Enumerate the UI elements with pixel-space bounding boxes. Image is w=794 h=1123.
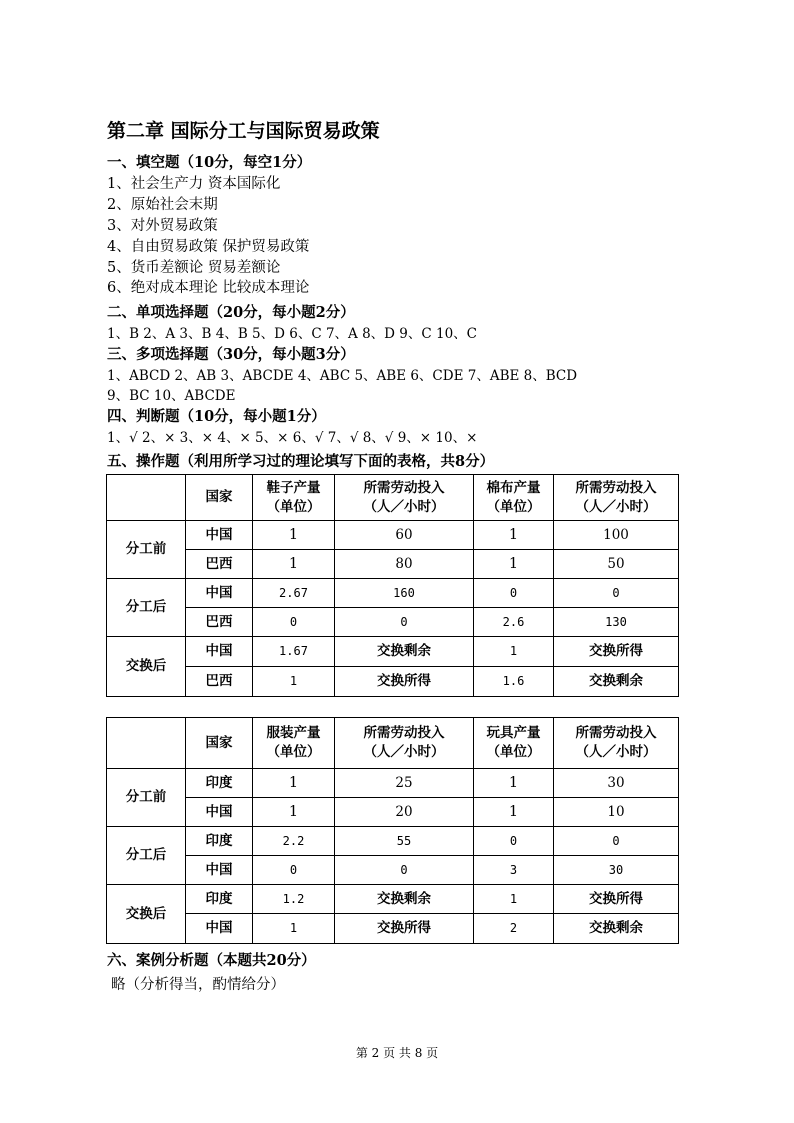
single-answers: 1、B 2、A 3、B 4、B 5、D 6、C 7、A 8、D 9、C 10、C xyxy=(107,326,477,342)
header-labor-2-label: 所需劳动投入 xyxy=(575,725,657,741)
group-label: 交换后 xyxy=(107,637,186,697)
header-labor-2-unit: （人／小时） xyxy=(575,744,657,760)
header-labor-1-label: 所需劳动投入 xyxy=(363,725,445,741)
value-cell: 交换所得 xyxy=(554,637,679,667)
table-row xyxy=(107,856,679,885)
header-labor-1-unit: （人／小时） xyxy=(363,498,445,515)
header-labor-1-label: 所需劳动投入 xyxy=(363,479,445,496)
header-clothing-label: 服装产量 xyxy=(266,725,321,741)
judge-heading: 四、判断题（10分，每小题1分） xyxy=(107,408,326,425)
country-cell: 印度 xyxy=(186,885,253,914)
country-cell: 中国 xyxy=(186,798,253,827)
value-cell: 55 xyxy=(335,827,474,856)
table-row xyxy=(107,579,679,608)
table-clothing-toys xyxy=(106,717,679,944)
value-cell: 1.67 xyxy=(253,637,335,667)
fill-item-5: 5、货币差额论 贸易差额论 xyxy=(107,260,281,276)
header-clothing xyxy=(253,718,335,769)
corner-cell xyxy=(107,718,186,769)
group-label: 分工前 xyxy=(107,769,186,827)
group-label: 交换后 xyxy=(107,885,186,944)
header-shoes-label: 鞋子产量 xyxy=(266,479,321,496)
header-clothing-unit: （单位） xyxy=(266,744,321,760)
country-cell: 中国 xyxy=(186,856,253,885)
value-cell: 交换剩余 xyxy=(554,914,679,944)
value-cell: 50 xyxy=(554,550,679,579)
country-cell: 巴西 xyxy=(186,667,253,697)
header-cloth xyxy=(474,475,554,521)
value-cell: 3 xyxy=(474,856,554,885)
value-cell: 交换所得 xyxy=(335,914,474,944)
value-cell: 0 xyxy=(253,608,335,637)
table-row xyxy=(107,914,679,944)
value-cell: 交换剩余 xyxy=(554,667,679,697)
value-cell: 10 xyxy=(554,798,679,827)
table-row xyxy=(107,521,679,550)
value-cell: 30 xyxy=(554,856,679,885)
value-cell: 1 xyxy=(474,521,554,550)
table-header-row xyxy=(107,718,679,769)
header-labor-2-label: 所需劳动投入 xyxy=(575,479,657,496)
value-cell: 交换所得 xyxy=(335,667,474,697)
value-cell: 0 xyxy=(335,856,474,885)
header-labor-1 xyxy=(335,718,474,769)
fill-item-4: 4、自由贸易政策 保护贸易政策 xyxy=(107,239,310,255)
header-country: 国家 xyxy=(186,718,253,769)
judge-answers: 1、√ 2、× 3、× 4、× 5、× 6、√ 7、√ 8、√ 9、× 10、× xyxy=(107,430,478,446)
country-cell: 印度 xyxy=(186,827,253,856)
value-cell: 2.6 xyxy=(474,608,554,637)
value-cell: 1 xyxy=(253,550,335,579)
multi-answers-line1: 1、ABCD 2、AB 3、ABCDE 4、ABC 5、ABE 6、CDE 7、ABE 8、BCD xyxy=(107,368,578,384)
value-cell: 100 xyxy=(554,521,679,550)
table-row xyxy=(107,827,679,856)
header-labor-1-unit: （人／小时） xyxy=(363,744,445,760)
group-label: 分工后 xyxy=(107,579,186,637)
value-cell: 0 xyxy=(554,827,679,856)
header-toys xyxy=(474,718,554,769)
value-cell: 1 xyxy=(474,769,554,798)
group-label: 分工前 xyxy=(107,521,186,579)
table-row xyxy=(107,667,679,697)
value-cell: 60 xyxy=(335,521,474,550)
fill-item-2: 2、原始社会末期 xyxy=(107,197,218,213)
operation-heading: 五、操作题（利用所学习过的理论填写下面的表格，共8分） xyxy=(107,453,495,470)
value-cell: 2.2 xyxy=(253,827,335,856)
fill-item-3: 3、对外贸易政策 xyxy=(107,218,218,234)
country-cell: 巴西 xyxy=(186,608,253,637)
header-toys-unit: （单位） xyxy=(486,744,541,760)
fill-heading: 一、填空题（10分，每空1分） xyxy=(107,154,312,171)
multi-heading: 三、多项选择题（30分，每小题3分） xyxy=(107,346,355,363)
value-cell: 0 xyxy=(554,579,679,608)
table-row xyxy=(107,608,679,637)
value-cell: 交换剩余 xyxy=(335,885,474,914)
header-labor-1 xyxy=(335,475,474,521)
value-cell: 130 xyxy=(554,608,679,637)
group-label: 分工后 xyxy=(107,827,186,885)
value-cell: 1 xyxy=(253,769,335,798)
value-cell: 1.6 xyxy=(474,667,554,697)
value-cell: 25 xyxy=(335,769,474,798)
corner-cell xyxy=(107,475,186,521)
table-shoes-cloth xyxy=(106,474,679,697)
country-cell: 印度 xyxy=(186,769,253,798)
table-row xyxy=(107,769,679,798)
header-cloth-unit: （单位） xyxy=(486,498,541,515)
header-labor-2-unit: （人／小时） xyxy=(575,498,657,515)
country-cell: 巴西 xyxy=(186,550,253,579)
value-cell: 0 xyxy=(474,579,554,608)
table-header-row xyxy=(107,475,679,521)
value-cell: 20 xyxy=(335,798,474,827)
table-row xyxy=(107,798,679,827)
case-heading: 六、案例分析题（本题共20分） xyxy=(107,952,316,969)
value-cell: 2.67 xyxy=(253,579,335,608)
value-cell: 1.2 xyxy=(253,885,335,914)
value-cell: 30 xyxy=(554,769,679,798)
value-cell: 160 xyxy=(335,579,474,608)
header-cloth-label: 棉布产量 xyxy=(486,479,541,496)
header-labor-2 xyxy=(554,475,679,521)
table-row xyxy=(107,885,679,914)
fill-item-6: 6、绝对成本理论 比较成本理论 xyxy=(107,280,310,296)
value-cell: 1 xyxy=(474,550,554,579)
country-cell: 中国 xyxy=(186,637,253,667)
header-labor-2 xyxy=(554,718,679,769)
value-cell: 0 xyxy=(335,608,474,637)
country-cell: 中国 xyxy=(186,521,253,550)
fill-item-1: 1、社会生产力 资本国际化 xyxy=(107,176,281,192)
value-cell: 2 xyxy=(474,914,554,944)
value-cell: 1 xyxy=(253,798,335,827)
chapter-title: 第二章 国际分工与国际贸易政策 xyxy=(107,120,380,142)
case-answer: 略（分析得当，酌情给分） xyxy=(111,977,285,993)
value-cell: 交换所得 xyxy=(554,885,679,914)
single-heading: 二、单项选择题（20分，每小题2分） xyxy=(107,304,355,321)
table-row xyxy=(107,637,679,667)
header-toys-label: 玩具产量 xyxy=(486,725,541,741)
value-cell: 1 xyxy=(474,885,554,914)
country-cell: 中国 xyxy=(186,914,253,944)
header-shoes xyxy=(253,475,335,521)
value-cell: 80 xyxy=(335,550,474,579)
value-cell: 交换剩余 xyxy=(335,637,474,667)
value-cell: 1 xyxy=(253,914,335,944)
value-cell: 0 xyxy=(253,856,335,885)
country-cell: 中国 xyxy=(186,579,253,608)
table-row xyxy=(107,550,679,579)
header-country: 国家 xyxy=(186,475,253,521)
value-cell: 1 xyxy=(474,798,554,827)
value-cell: 1 xyxy=(253,521,335,550)
page-footer: 第 2 页 共 8 页 xyxy=(355,1046,439,1060)
header-shoes-unit: （单位） xyxy=(266,498,321,515)
value-cell: 1 xyxy=(474,637,554,667)
value-cell: 0 xyxy=(474,827,554,856)
multi-answers-line2: 9、BC 10、ABCDE xyxy=(107,388,236,404)
value-cell: 1 xyxy=(253,667,335,697)
